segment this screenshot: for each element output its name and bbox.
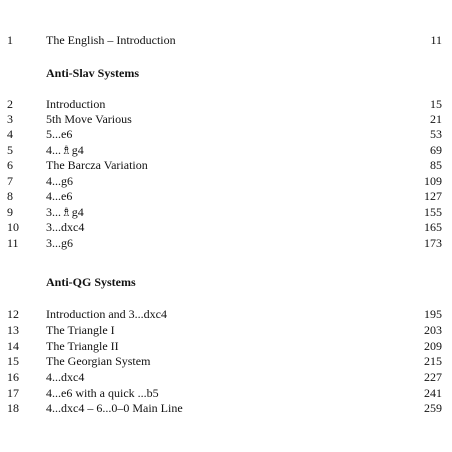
toc-entry-15 — [0, 354, 452, 368]
toc-entry-4 — [0, 127, 452, 141]
page-number: 15 — [430, 97, 442, 111]
chapter-title: The Barcza Variation — [46, 158, 148, 172]
toc-entry-1 — [0, 33, 452, 47]
page-number: 227 — [424, 370, 442, 384]
page-number: 21 — [430, 112, 442, 126]
toc-entry-5 — [0, 143, 452, 157]
chapter-title: 4...g6 — [46, 174, 73, 188]
toc-entry-12 — [0, 307, 452, 321]
chapter-title: 4...dxc4 — [46, 370, 85, 384]
chapter-title: Introduction — [46, 97, 106, 111]
chapter-number: 1 — [7, 33, 13, 47]
chapter-title: The English – Introduction — [46, 33, 176, 47]
page-number: 195 — [424, 307, 442, 321]
toc-entry-2 — [0, 97, 452, 111]
chapter-title: The Georgian System — [46, 354, 151, 368]
chapter-number: 10 — [7, 220, 19, 234]
toc-entry-6 — [0, 158, 452, 172]
chapter-title: 5th Move Various — [46, 112, 132, 126]
toc-entry-9 — [0, 205, 452, 219]
chapter-number: 3 — [7, 112, 13, 126]
chapter-number: 5 — [7, 143, 13, 157]
chapter-number: 15 — [7, 354, 19, 368]
chapter-number: 9 — [7, 205, 13, 219]
toc-entry-13 — [0, 323, 452, 337]
chapter-title: 3...dxc4 — [46, 220, 85, 234]
chapter-number: 13 — [7, 323, 19, 337]
chapter-title: 3...g6 — [46, 236, 73, 250]
page-number: 155 — [424, 205, 442, 219]
toc-entry-10 — [0, 220, 452, 234]
section-heading-anti-slav: Anti-Slav Systems — [46, 66, 140, 80]
chapter-title: 4...dxc4 – 6...0–0 Main Line — [46, 401, 183, 415]
toc-entry-17 — [0, 386, 452, 400]
chapter-number: 8 — [7, 189, 13, 203]
chapter-number: 11 — [7, 236, 19, 250]
chapter-title: Introduction and 3...dxc4 — [46, 307, 167, 321]
chapter-number: 17 — [7, 386, 19, 400]
chapter-number: 6 — [7, 158, 13, 172]
page-number: 259 — [424, 401, 442, 415]
toc-entry-7 — [0, 174, 452, 188]
chapter-number: 14 — [7, 339, 19, 353]
page-number: 165 — [424, 220, 442, 234]
toc-entry-3 — [0, 112, 452, 126]
chapter-number: 2 — [7, 97, 13, 111]
toc-entry-11 — [0, 236, 452, 250]
toc-entry-8 — [0, 189, 452, 203]
chapter-title: The Triangle II — [46, 339, 119, 353]
page-number: 69 — [430, 143, 442, 157]
chapter-number: 16 — [7, 370, 19, 384]
chapter-title: 4...e6 — [46, 189, 73, 203]
chapter-number: 7 — [7, 174, 13, 188]
chapter-title: 4...♗g4 — [46, 143, 84, 157]
page-number: 85 — [430, 158, 442, 172]
page-number: 215 — [424, 354, 442, 368]
page-number: 127 — [424, 189, 442, 203]
page-number: 203 — [424, 323, 442, 337]
page-number: 11 — [430, 33, 442, 47]
chapter-number: 18 — [7, 401, 19, 415]
toc-entry-16 — [0, 370, 452, 384]
chapter-title: 4...e6 with a quick ...b5 — [46, 386, 159, 400]
toc-entry-18 — [0, 401, 452, 415]
chapter-title: The Triangle I — [46, 323, 115, 337]
page-number: 53 — [430, 127, 442, 141]
chapter-title: 3...♗g4 — [46, 205, 84, 219]
page-number: 109 — [424, 174, 442, 188]
chapter-title: 5...e6 — [46, 127, 73, 141]
page-number: 241 — [424, 386, 442, 400]
page-number: 173 — [424, 236, 442, 250]
section-heading-anti-qg: Anti-QG Systems — [46, 275, 136, 289]
page-number: 209 — [424, 339, 442, 353]
chapter-number: 4 — [7, 127, 13, 141]
chapter-number: 12 — [7, 307, 19, 321]
toc-entry-14 — [0, 339, 452, 353]
